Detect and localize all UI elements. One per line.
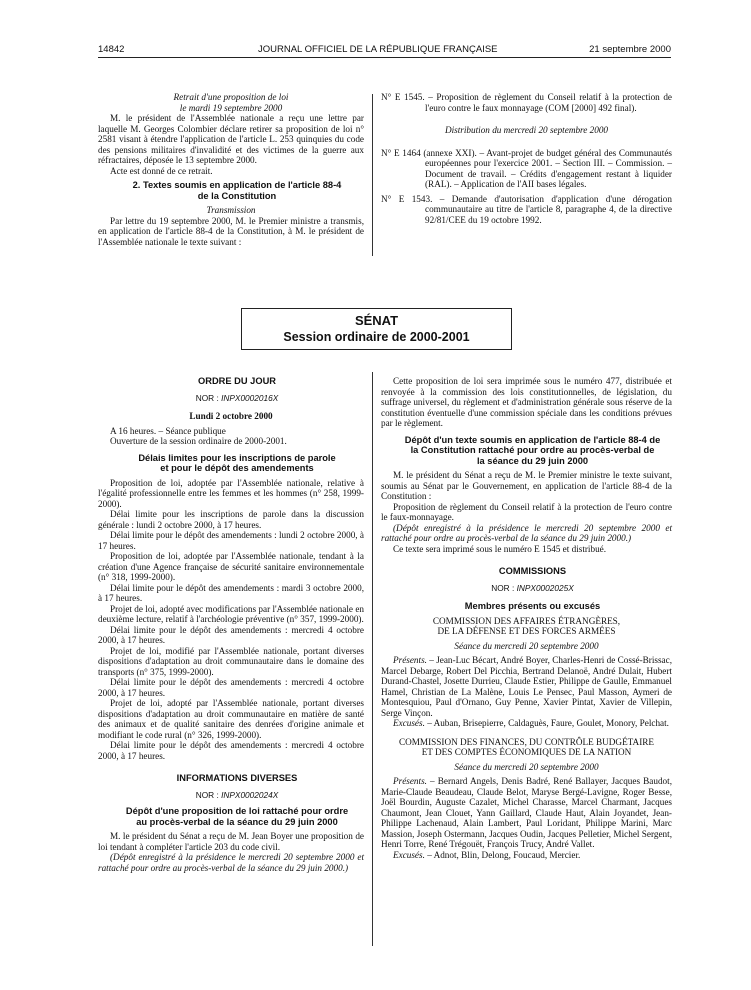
senat-subtitle: Session ordinaire de 2000-2001: [283, 330, 470, 344]
delai-inscriptions-egalite: Délai limite pour les inscriptions de parole dans la discussion générale : lundi 2 octobre 2000, à 17 heures.: [98, 509, 364, 530]
delai-amendements-transports: Délai limite pour le dépôt des amendements : mercredi 4 octobre 2000, à 17 heures.: [98, 677, 364, 698]
retrait-body: M. le président de l'Assemblée nationale a reçu une lettre par laquelle M. Georges Colombier déclare retirer sa proposition de loi n° 2581 visant à étendre l'application de l'article L. 253 quinquies du code des pensions militaires d'invalidité et des victimes de la guerre aux réfractaires, déposée le 13 septembre 2000.: [98, 113, 364, 165]
retrait-acte: Acte est donné de ce retrait.: [110, 165, 213, 176]
depot-body: M. le président du Sénat a reçu de M. Jean Boyer une proposition de loi tendant à compléter l'article 203 du code civil.: [98, 831, 364, 852]
proposition-egalite: Proposition de loi, adoptée par l'Assemblée nationale, relative à l'égalité professionnelle entre les femmes et les hommes (n° 258, 1999-2000).: [98, 477, 364, 509]
c2-excuses: [381, 850, 672, 861]
section2-title-2: de la Constitution: [197, 190, 277, 201]
c2-title-2: ET DES COMPTES ÉCONOMIQUES DE LA NATION: [421, 747, 632, 757]
e1545-item: N° E 1545. – Proposition de règlement du Conseil relatif à la protection de l'euro contre le faux monnayage (COM [2000] 492 final).: [381, 92, 672, 113]
depot2-title-1: Dépôt d'un texte soumis en application de l'article 88-4 de: [404, 434, 661, 445]
e1464-item: N° E 1464 (annexe XXI). – Avant-projet de budget général des Communautés européennes pour l'exercice 2001. – Section III. – Commission. – Document de travail. – Crédits d'engagement restant à liquider (RAL). – Application de l'AII bases légales.: [381, 147, 672, 189]
delais-title-2: et pour le dépôt des amendements: [160, 463, 314, 473]
e1543-item: N° E 1543. – Demande d'autorisation d'application d'une dérogation communautaire au titre de l'article 8, paragraphe 4, de la directive 92/81/CEE du 19 octobre 1992.: [381, 193, 672, 225]
commissions-title: COMMISSIONS: [498, 566, 567, 576]
transmission-label: Transmission: [206, 205, 256, 215]
excuses-list: – Adnot, Blin, Delong, Foucaud, Mercier.: [424, 849, 581, 860]
excuses-list: – Auban, Brisepierre, Caldaguès, Faure, Goulet, Monory, Pelchat.: [424, 718, 669, 728]
distribution-label: Distribution du mercredi 20 septembre 2000: [444, 125, 609, 135]
nor-label: NOR :: [195, 392, 219, 403]
top-left-column: [98, 92, 364, 247]
senat-box: [241, 308, 512, 350]
lundi-heading: Lundi 2 octobre 2000: [189, 411, 273, 421]
c1-presents: [381, 655, 672, 718]
presents-list: – Jean-Luc Bécart, André Boyer, Charles-Henri de Cossé-Brissac, Marcel Debarge, Robert Del Picchia, Bertrand Delanoë, André Dulait, Hubert Durand-Chastel, Josette Durrieu, Claude Estier, Philippe de Gaulle, Emmanuel Hamel, Christian de La Malène, Louis Le Pensec, Paul Masson, Aymeri de Montesquiou, Paul d'Ornano, Guy Penne, Xavier Pintat, Xavier de Villepin, Serge Vinçon.: [381, 655, 672, 718]
commissions-nor: [381, 583, 672, 594]
depot-note: (Dépôt enregistré à la présidence le mercredi 20 septembre 2000 et rattaché pour ordre au procès-verbal de la séance du 29 juin 2000.): [98, 852, 364, 873]
seance-line: A 16 heures. – Séance publique: [110, 425, 226, 436]
top-right-column: [381, 92, 672, 225]
c1-title-1: COMMISSION DES AFFAIRES ÉTRANGÈRES,: [432, 615, 621, 626]
delais-title-1: Délais limites pour les inscriptions de parole: [138, 452, 336, 463]
delai-amendements-egalite: Délai limite pour le dépôt des amendements : lundi 2 octobre 2000, à 17 heures.: [98, 530, 364, 551]
nor-code: INPX0002025X: [516, 582, 574, 593]
excuses-label: Excusés.: [393, 718, 425, 728]
column-divider-bottom: [372, 372, 373, 946]
bottom-right-column: [381, 376, 672, 860]
depot2-print: Ce texte sera imprimé sous le numéro E 1545 et distribué.: [393, 543, 607, 554]
delai-amendements-sante: Délai limite pour le dépôt des amendements : mercredi 4 octobre 2000, à 17 heures.: [98, 740, 364, 761]
retrait-date: le mardi 19 septembre 2000: [179, 102, 283, 113]
depot2-title-3: la séance du 29 juin 2000: [476, 455, 589, 466]
c2-seance: Séance du mercredi 20 septembre 2000: [454, 761, 599, 772]
c1-title-2: DE LA DÉFENSE ET DES FORCES ARMÉES: [437, 626, 616, 636]
retrait-title: Retrait d'une proposition de loi: [173, 92, 289, 102]
c2-title-1: COMMISSION DES FINANCES, DU CONTRÔLE BUDGÉTAIRE: [399, 736, 654, 747]
transmission-body: Par lettre du 19 septembre 2000, M. le Premier ministre a transmis, en application de l'article 88-4 de la Constitution, à M. le président de l'Assemblée nationale le texte suivant :: [98, 215, 364, 247]
ouverture-line: Ouverture de la session ordinaire de 2000-2001.: [110, 436, 287, 446]
depot-title-2: au procès-verbal de la séance du 29 juin 2000: [136, 816, 338, 827]
c1-excuses: [381, 718, 672, 729]
depot-title-1: Dépôt d'une proposition de loi rattaché pour ordre: [125, 806, 349, 816]
membres-title: Membres présents ou excusés: [464, 601, 601, 611]
projet-sante-animaux: Projet de loi, adopté par l'Assemblée nationale, portant diverses dispositions d'adaptation au droit communautaire en matière de santé des animaux et de qualité sanitaire des denrées d'origine animale et modifiant le code rural (n° 326, 1999-2000).: [98, 698, 364, 740]
page-number: 14842: [98, 44, 125, 55]
c1-seance: Séance du mercredi 20 septembre 2000: [454, 640, 599, 651]
nor-label: NOR :: [195, 789, 219, 800]
projet-transports: Projet de loi, modifié par l'Assemblée nationale, portant diverses dispositions d'adaptation au droit communautaire dans le domaine des transports (n° 375, 1999-2000).: [98, 645, 364, 677]
delai-amendements-archeologie: Délai limite pour le dépôt des amendements : mercredi 4 octobre 2000, à 17 heures.: [98, 624, 364, 645]
header-date: 21 septembre 2000: [589, 44, 671, 55]
projet-archeologie: Projet de loi, adopté avec modifications par l'Assemblée nationale en deuxième lecture, relatif à l'archéologie préventive (n° 357, 1999-2000).: [98, 603, 364, 624]
info-title: INFORMATIONS DIVERSES: [176, 773, 298, 783]
nor-code: INPX0002016X: [221, 392, 279, 403]
ordre-title: ORDRE DU JOUR: [198, 376, 276, 386]
depot2-title-2: la Constitution rattaché pour ordre au procès-verbal de: [410, 445, 655, 455]
proposition-477-continuation: Cette proposition de loi sera imprimée sous le numéro 477, distribuée et renvoyée à la commission des lois constitutionnelles, de législation, du suffrage universel, du règlement et d'administration générale sous réserve de la constitution éventuelle d'une commission spéciale dans les conditions prévues par le règlement.: [381, 376, 672, 428]
column-divider-top: [372, 94, 373, 256]
journal-title: JOURNAL OFFICIEL DE LA RÉPUBLIQUE FRANÇAISE: [258, 44, 498, 55]
c2-presents: [381, 776, 672, 850]
excuses-label: Excusés.: [393, 849, 425, 860]
depot2-note: (Dépôt enregistré à la présidence le mercredi 20 septembre 2000 et rattaché pour ordre au procès-verbal de la séance du 29 juin 2000.): [381, 522, 672, 543]
depot2-text: Proposition de règlement du Conseil relatif à la protection de l'euro contre le faux-monnayage.: [381, 501, 672, 522]
senat-title: SÉNAT: [354, 313, 399, 328]
presents-label: Présents.: [393, 776, 427, 786]
delai-amendements-agence: Délai limite pour le dépôt des amendements : mardi 3 octobre 2000, à 17 heures.: [98, 582, 364, 603]
proposition-agence: Proposition de loi, adoptée par l'Assemblée nationale, tendant à la création d'une Agence française de sécurité sanitaire environnementale (n° 318, 1999-2000).: [98, 551, 364, 582]
bottom-left-column: [98, 376, 364, 873]
presents-label: Présents.: [393, 655, 427, 665]
nor-label: NOR :: [491, 582, 515, 593]
section2-title-1: 2. Textes soumis en application de l'article 88-4: [132, 180, 342, 190]
info-nor: [98, 790, 364, 801]
nor-code: INPX0002024X: [221, 789, 279, 800]
ordre-nor: [98, 393, 364, 404]
presents-list: – Bernard Angels, Denis Badré, René Ballayer, Jacques Baudot, Marie-Claude Beaudeau, Claude Belot, Maryse Bergé-Lavigne, Roger Besse, Joël Bourdin, Auguste Cazalet, Michel Charasse, Marcel Charmant, Jacques Chaumont, Jean Clouet, Yann Gaillard, Claude Haut, Alain Joyandet, Jean-Philippe Lachenaud, Alain Lambert, Paul Loridant, Philippe Marini, Marc Massion, Joseph Ostermann, Jacques Oudin, Jacques Pelletier, Michel Sergent, Henri Torre, René Trégouët, François Trucy, André Vallet.: [381, 776, 672, 849]
depot2-body: M. le président du Sénat a reçu de M. le Premier ministre le texte suivant, soumis au Sénat par le Gouvernement, en application de l'article 88-4 de la Constitution :: [381, 470, 672, 501]
page-header: [98, 44, 671, 58]
